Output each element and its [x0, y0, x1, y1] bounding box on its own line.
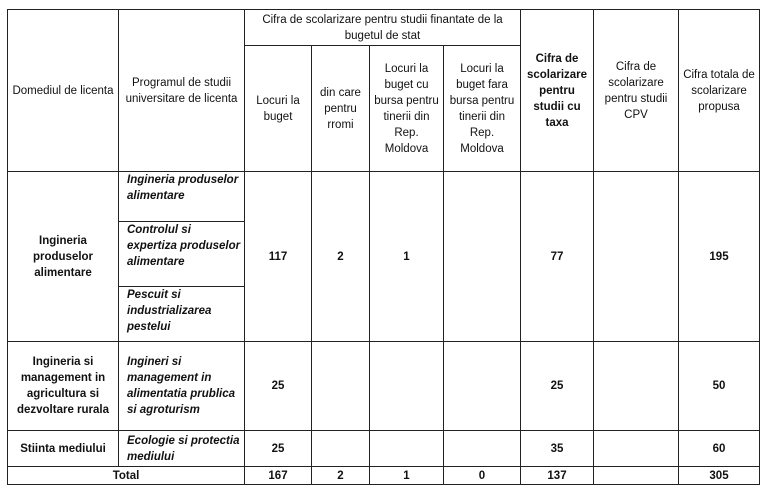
- total-cell: 167: [245, 467, 312, 485]
- value-cell: [312, 431, 370, 467]
- value-cell: 117: [245, 172, 312, 342]
- total-cell: 1: [370, 467, 444, 485]
- header-buget-group: Cifra de scolarizare pentru studii finantate de la bugetul de stat: [245, 10, 521, 46]
- domeniu-cell: Ingineria produselor alimentare: [8, 172, 119, 342]
- domeniu-cell: Stiinta mediului: [8, 431, 119, 467]
- value-cell: [594, 172, 679, 342]
- value-cell: [444, 172, 521, 342]
- value-cell: 60: [679, 431, 760, 467]
- value-cell: [370, 342, 444, 431]
- header-domeniu: Domediul de licenta: [8, 10, 119, 172]
- value-cell: [312, 342, 370, 431]
- value-cell: [444, 342, 521, 431]
- value-cell: 2: [312, 172, 370, 342]
- total-cell: 305: [679, 467, 760, 485]
- value-cell: 1: [370, 172, 444, 342]
- value-cell: 25: [245, 431, 312, 467]
- program-cell: Pescuit si industrializarea pestelui: [119, 287, 245, 342]
- program-cell: Ecologie si protectia mediului: [119, 431, 245, 467]
- program-cell: Ingineri si management in alimentatia prublica si agroturism: [119, 342, 245, 431]
- value-cell: 77: [521, 172, 594, 342]
- value-cell: 195: [679, 172, 760, 342]
- header-rromi: din care pentru rromi: [312, 46, 370, 172]
- value-cell: 25: [521, 342, 594, 431]
- header-taxa: Cifra de scolarizare pentru studii cu taxa: [521, 10, 594, 172]
- header-totala: Cifra totala de scolarizare propusa: [679, 10, 760, 172]
- program-cell: Controlul si expertiza produselor alimentare: [119, 222, 245, 287]
- total-cell: 0: [444, 467, 521, 485]
- domeniu-cell: Ingineria si management in agricultura si dezvoltare rurala: [8, 342, 119, 431]
- total-label: Total: [8, 467, 245, 485]
- value-cell: [594, 342, 679, 431]
- header-buget-cu-bursa: Locuri la buget cu bursa pentru tinerii din Rep. Moldova: [370, 46, 444, 172]
- value-cell: 50: [679, 342, 760, 431]
- value-cell: 25: [245, 342, 312, 431]
- total-cell: 2: [312, 467, 370, 485]
- header-cpv: Cifra de scolarizare pentru studii CPV: [594, 10, 679, 172]
- total-cell: 137: [521, 467, 594, 485]
- total-cell: [594, 467, 679, 485]
- header-program: Programul de studii universitare de licenta: [119, 10, 245, 172]
- header-locuri-buget: Locuri la buget: [245, 46, 312, 172]
- value-cell: [594, 431, 679, 467]
- value-cell: [370, 431, 444, 467]
- value-cell: 35: [521, 431, 594, 467]
- header-buget-fara-bursa: Locuri la buget fara bursa pentru tinerii din Rep. Moldova: [444, 46, 521, 172]
- enrollment-table: [7, 9, 760, 485]
- program-cell: Ingineria produselor alimentare: [119, 172, 245, 222]
- value-cell: [444, 431, 521, 467]
